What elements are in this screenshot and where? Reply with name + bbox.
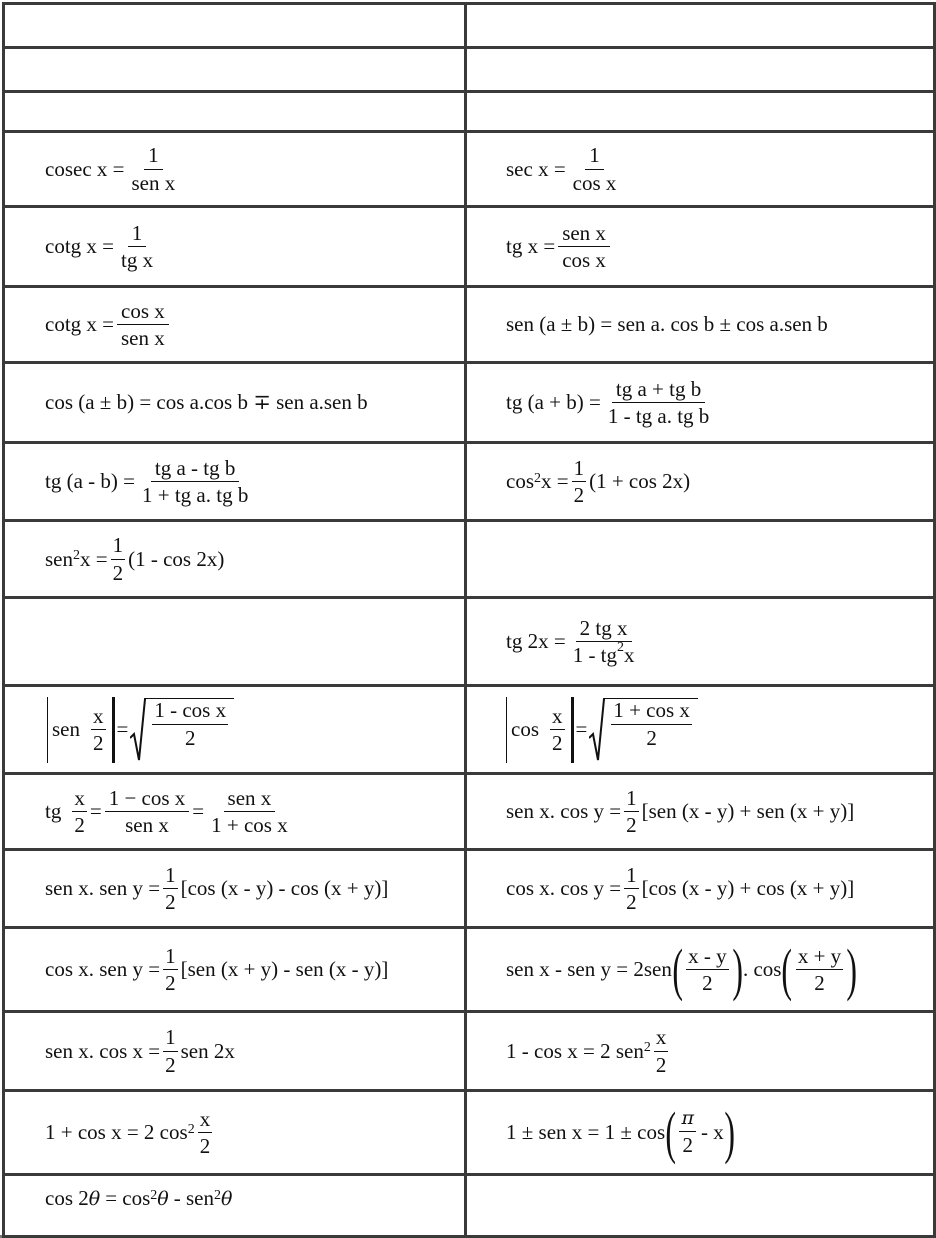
- table-row: [4, 1012, 935, 1091]
- table-row: [4, 363, 935, 443]
- empty-cell: [466, 48, 935, 92]
- table-row: [4, 48, 935, 92]
- formula-sen-squared: sen $^2$ x = $\frac{1}{2}$ (1 - cos 2x): [4, 521, 466, 598]
- formula-sen-difference: sen x - sen y = 2sen ( x - y 2 ) . cos ( x + y 2 ): [466, 928, 935, 1012]
- empty-cell: [4, 48, 466, 92]
- formula-cotg-reciprocal: cotg x = $\frac{1}{\text{tg x}}$: [4, 207, 466, 287]
- formula-sen-sum: sen (a ± b) = sen a. cos b ± cos a.sen b: [466, 287, 935, 363]
- formula-tg-quotient: tg x = sen x cos x: [466, 207, 935, 287]
- formula-one-plus-minus-sen: 1 ± sen x = 1 ± cos ( π 2 - x ): [466, 1091, 935, 1175]
- table-row: [4, 443, 935, 521]
- formula-sen-sen-product: sen x. sen y = $\frac{1}{2}$ [cos (x - y) - cos (x + y)]: [4, 850, 466, 928]
- formula-cos-sum: cos (a ± b) = cos a.cos b ∓ sen a.sen b: [4, 363, 466, 443]
- table-row: [4, 1175, 935, 1237]
- formula-tg-sum: tg (a + b) = $\frac{\text{tg a + tg b}}{\text{1 - tg a. tg b}}$: [466, 363, 935, 443]
- table-row: [4, 207, 935, 287]
- table-row: [4, 132, 935, 207]
- formula-cos-half: cos x 2 = 1 + cos x 2: [466, 686, 935, 774]
- empty-cell: [466, 4, 935, 48]
- formula-tg-half: tg $\frac{x}{2}$ = 1 − cos x sen x = sen x 1 + cos x: [4, 774, 466, 850]
- formula-one-minus-cos: 1 - cos x = 2 sen $^2$ x 2: [466, 1012, 935, 1091]
- formula-cos-cos-product: cos x. cos y = $\frac{1}{2}$ [cos (x - y) + cos (x + y)]: [466, 850, 935, 928]
- absolute-value: sen x 2: [47, 697, 115, 763]
- formula-sec: sec x = $\frac{1}{\text{cos x}}$: [466, 132, 935, 207]
- empty-cell: [4, 92, 466, 132]
- formula-table: [2, 2, 936, 1238]
- square-root: 1 - cos x 2: [130, 698, 234, 762]
- formula-cos-squared: cos $^2$ x = $\frac{1}{2}$ (1 + cos 2x): [466, 443, 935, 521]
- formula-tg-double: tg 2x = $\frac{\text{2 tg x}}{1 - tg^2x}$: [466, 598, 935, 686]
- table-row: [4, 287, 935, 363]
- formula-tg-difference: tg (a - b) = $\frac{\text{tg a - tg b}}{\text{1 + tg a. tg b}}$: [4, 443, 466, 521]
- table-row: [4, 598, 935, 686]
- formula-cosec: cosec x = 1 sen x: [4, 132, 466, 207]
- table-row: [4, 1091, 935, 1175]
- square-root: 1 + cos x 2: [589, 698, 698, 762]
- table-row: [4, 92, 935, 132]
- formula-one-plus-cos: 1 + cos x = 2 cos $^2$ x 2: [4, 1091, 466, 1175]
- table-row: [4, 4, 935, 48]
- formula-cotg-quotient: cotg x = cos x sen x: [4, 287, 466, 363]
- table-row: [4, 521, 935, 598]
- formula-cos-sen-product: cos x. sen y = $\frac{1}{2}$ [sen (x + y) - sen (x - y)]: [4, 928, 466, 1012]
- table-row: [4, 686, 935, 774]
- table-row: [4, 774, 935, 850]
- table-row: [4, 850, 935, 928]
- absolute-value: cos x 2: [506, 697, 574, 763]
- empty-cell: [4, 598, 466, 686]
- table-row: [4, 928, 935, 1012]
- radical-sign-icon: [130, 698, 146, 762]
- formula-sen-cos-double: sen x. cos x = $\frac{1}{2}$ sen 2x: [4, 1012, 466, 1091]
- formula-cos-double-theta: cos 2 θ = cos $^2$ θ - sen $^2$ θ: [4, 1175, 466, 1237]
- empty-cell: [466, 521, 935, 598]
- empty-cell: [466, 1175, 935, 1237]
- formula-sen-half: sen x 2 = 1 - cos x 2: [4, 686, 466, 774]
- empty-cell: [466, 92, 935, 132]
- formula-sen-cos-product: sen x. cos y = $\frac{1}{2}$ [sen (x - y) + sen (x + y)]: [466, 774, 935, 850]
- radical-sign-icon: [589, 698, 605, 762]
- empty-cell: [4, 4, 466, 48]
